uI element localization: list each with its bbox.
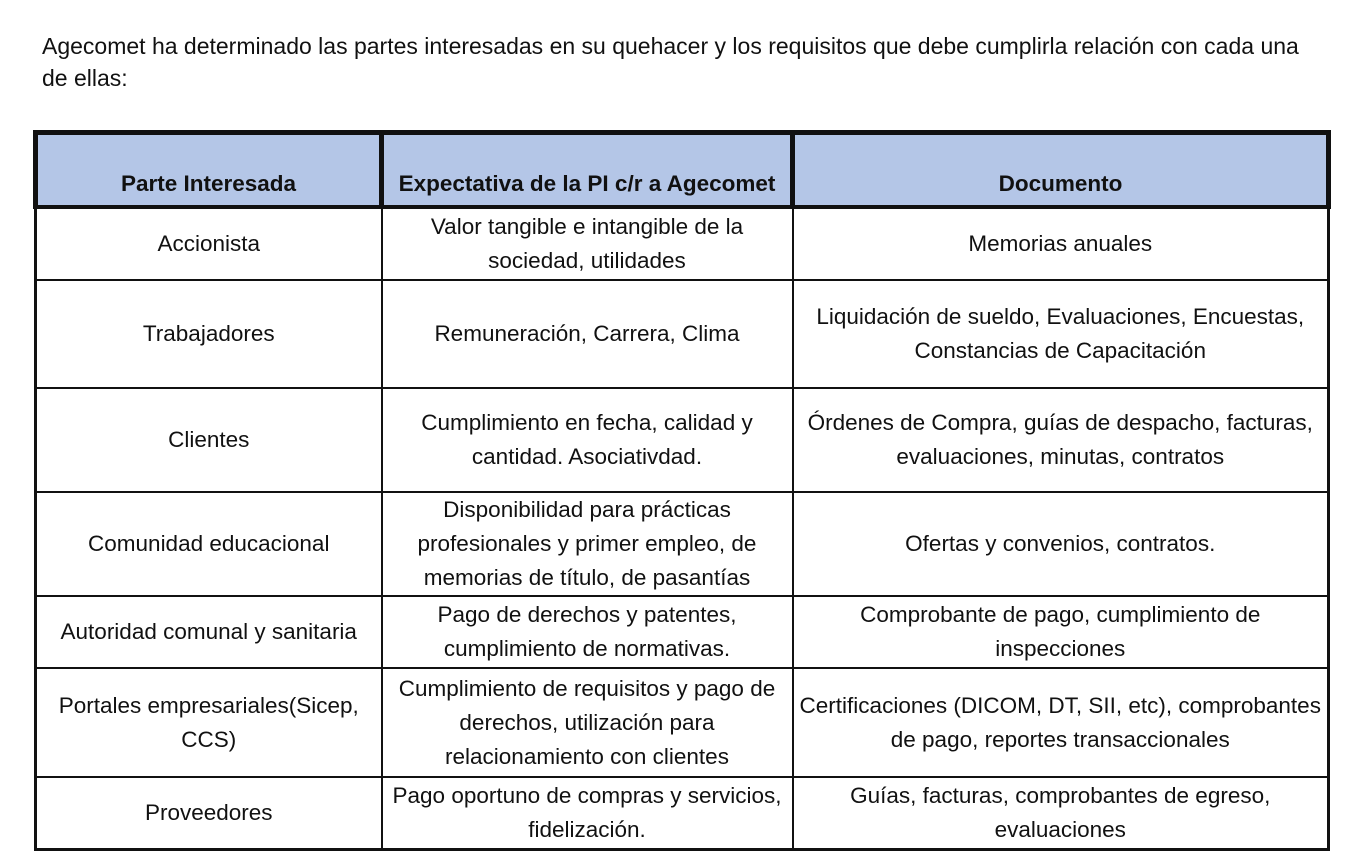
cell-expectativa: Cumplimiento en fecha, calidad y cantidad. Asociativdad. <box>382 388 793 492</box>
cell-documento: Órdenes de Compra, guías de despacho, facturas, evaluaciones, minutas, contratos <box>793 388 1329 492</box>
table-row <box>36 207 1329 280</box>
cell-parte: Proveedores <box>36 777 382 850</box>
cell-documento: Ofertas y convenios, contratos. <box>793 492 1329 596</box>
cell-parte: Portales empresariales(Sicep, CCS) <box>36 668 382 777</box>
table-row <box>36 596 1329 668</box>
table-row <box>36 777 1329 850</box>
cell-expectativa: Cumplimiento de requisitos y pago de derechos, utilización para relacionamiento con clientes <box>382 668 793 777</box>
table-row <box>36 388 1329 492</box>
cell-expectativa: Disponibilidad para prácticas profesionales y primer empleo, de memorias de título, de pasantías <box>382 492 793 596</box>
cell-parte: Accionista <box>36 207 382 280</box>
cell-parte: Clientes <box>36 388 382 492</box>
cell-documento: Guías, facturas, comprobantes de egreso, evaluaciones <box>793 777 1329 850</box>
cell-documento: Memorias anuales <box>793 207 1329 280</box>
cell-expectativa: Valor tangible e intangible de la sociedad, utilidades <box>382 207 793 280</box>
stakeholders-table <box>33 130 1331 851</box>
cell-documento: Liquidación de sueldo, Evaluaciones, Encuestas, Constancias de Capacitación <box>793 280 1329 388</box>
cell-documento: Comprobante de pago, cumplimiento de inspecciones <box>793 596 1329 668</box>
table-row <box>36 668 1329 777</box>
cell-expectativa: Remuneración, Carrera, Clima <box>382 280 793 388</box>
table-row <box>36 492 1329 596</box>
header-parte-interesada: Parte Interesada <box>36 133 382 208</box>
cell-expectativa: Pago de derechos y patentes, cumplimiento de normativas. <box>382 596 793 668</box>
cell-documento: Certificaciones (DICOM, DT, SII, etc), comprobantes de pago, reportes transaccionales <box>793 668 1329 777</box>
cell-parte: Autoridad comunal y sanitaria <box>36 596 382 668</box>
cell-expectativa: Pago oportuno de compras y servicios, fidelización. <box>382 777 793 850</box>
cell-parte: Trabajadores <box>36 280 382 388</box>
intro-paragraph: Agecomet ha determinado las partes interesadas en su quehacer y los requisitos que debe cumplirla relación con cada una de ellas: <box>42 33 1299 91</box>
table-header-row <box>36 133 1329 208</box>
header-expectativa: Expectativa de la PI c/r a Agecomet <box>382 133 793 208</box>
header-documento: Documento <box>793 133 1329 208</box>
table-row <box>36 280 1329 388</box>
cell-parte: Comunidad educacional <box>36 492 382 596</box>
